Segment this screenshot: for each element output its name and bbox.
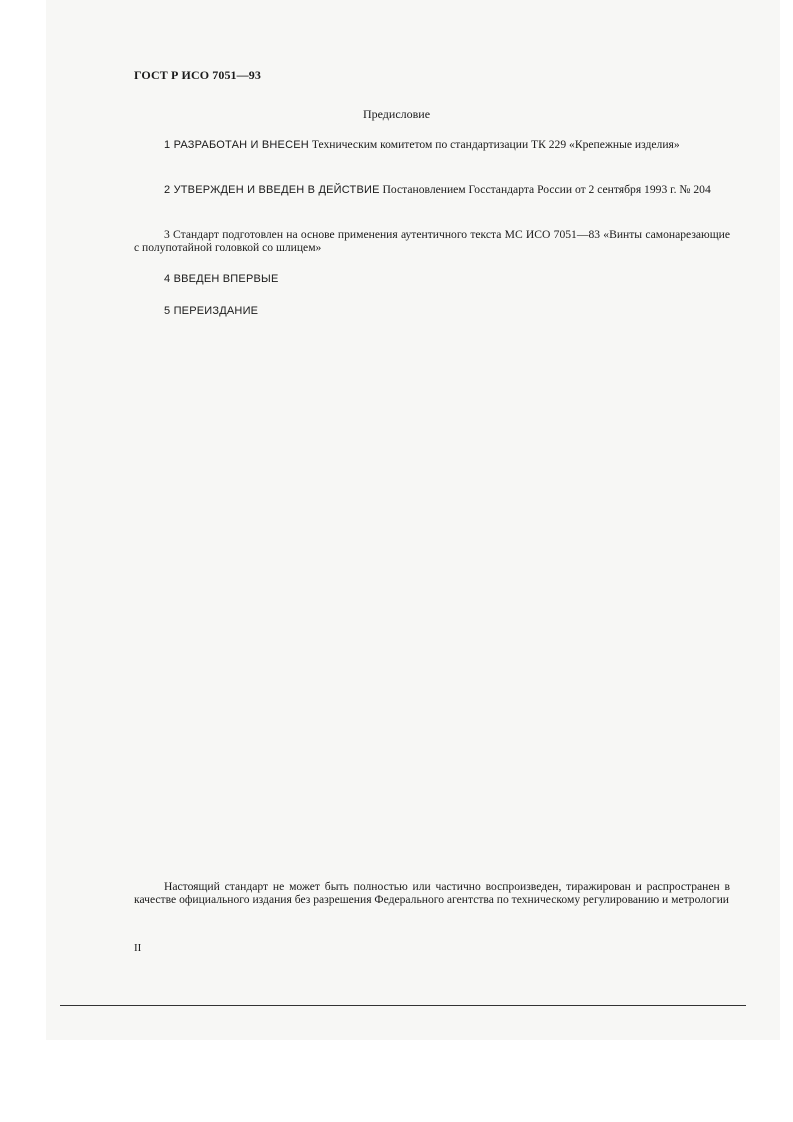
page-number: II [134, 942, 142, 954]
copyright-notice: Настоящий стандарт не может быть полностью или частично воспроизведен, тиражирован и распространен в качестве официального издания без разрешения Федерального агентства по техническому регулированию и метрологии [134, 880, 730, 906]
preface-item-1-lead: 1 РАЗРАБОТАН И ВНЕСЕН [164, 139, 309, 151]
preface-item-2-lead: 2 УТВЕРЖДЕН И ВВЕДЕН В ДЕЙСТВИЕ [164, 184, 380, 196]
preface-title: Предисловие [362, 107, 431, 121]
bottom-rule [60, 1005, 746, 1006]
preface-item-4-lead: 4 ВВЕДЕН ВПЕРВЫЕ [164, 273, 279, 285]
preface-item-5 [134, 304, 730, 318]
preface-item-5-lead: 5 ПЕРЕИЗДАНИЕ [164, 305, 259, 317]
preface-item-4 [134, 272, 730, 286]
preface-item-1-text: Техническим комитетом по стандартизации ТК 229 «Крепежные изделия» [308, 138, 680, 151]
standard-code: ГОСТ Р ИСО 7051—93 [134, 68, 261, 82]
preface-item-2-text: Постановлением Госстандарта России от 2 сентября 1993 г. № 204 [379, 183, 711, 196]
preface-item-3-text: 3 Стандарт подготовлен на основе применения аутентичного текста МС ИСО 7051—83 «Винты самонарезающие с полупотайной головкой со шлицем» [134, 228, 730, 254]
preface-item-2 [134, 183, 730, 197]
preface-item-3 [134, 228, 730, 254]
preface-item-1 [134, 138, 730, 152]
